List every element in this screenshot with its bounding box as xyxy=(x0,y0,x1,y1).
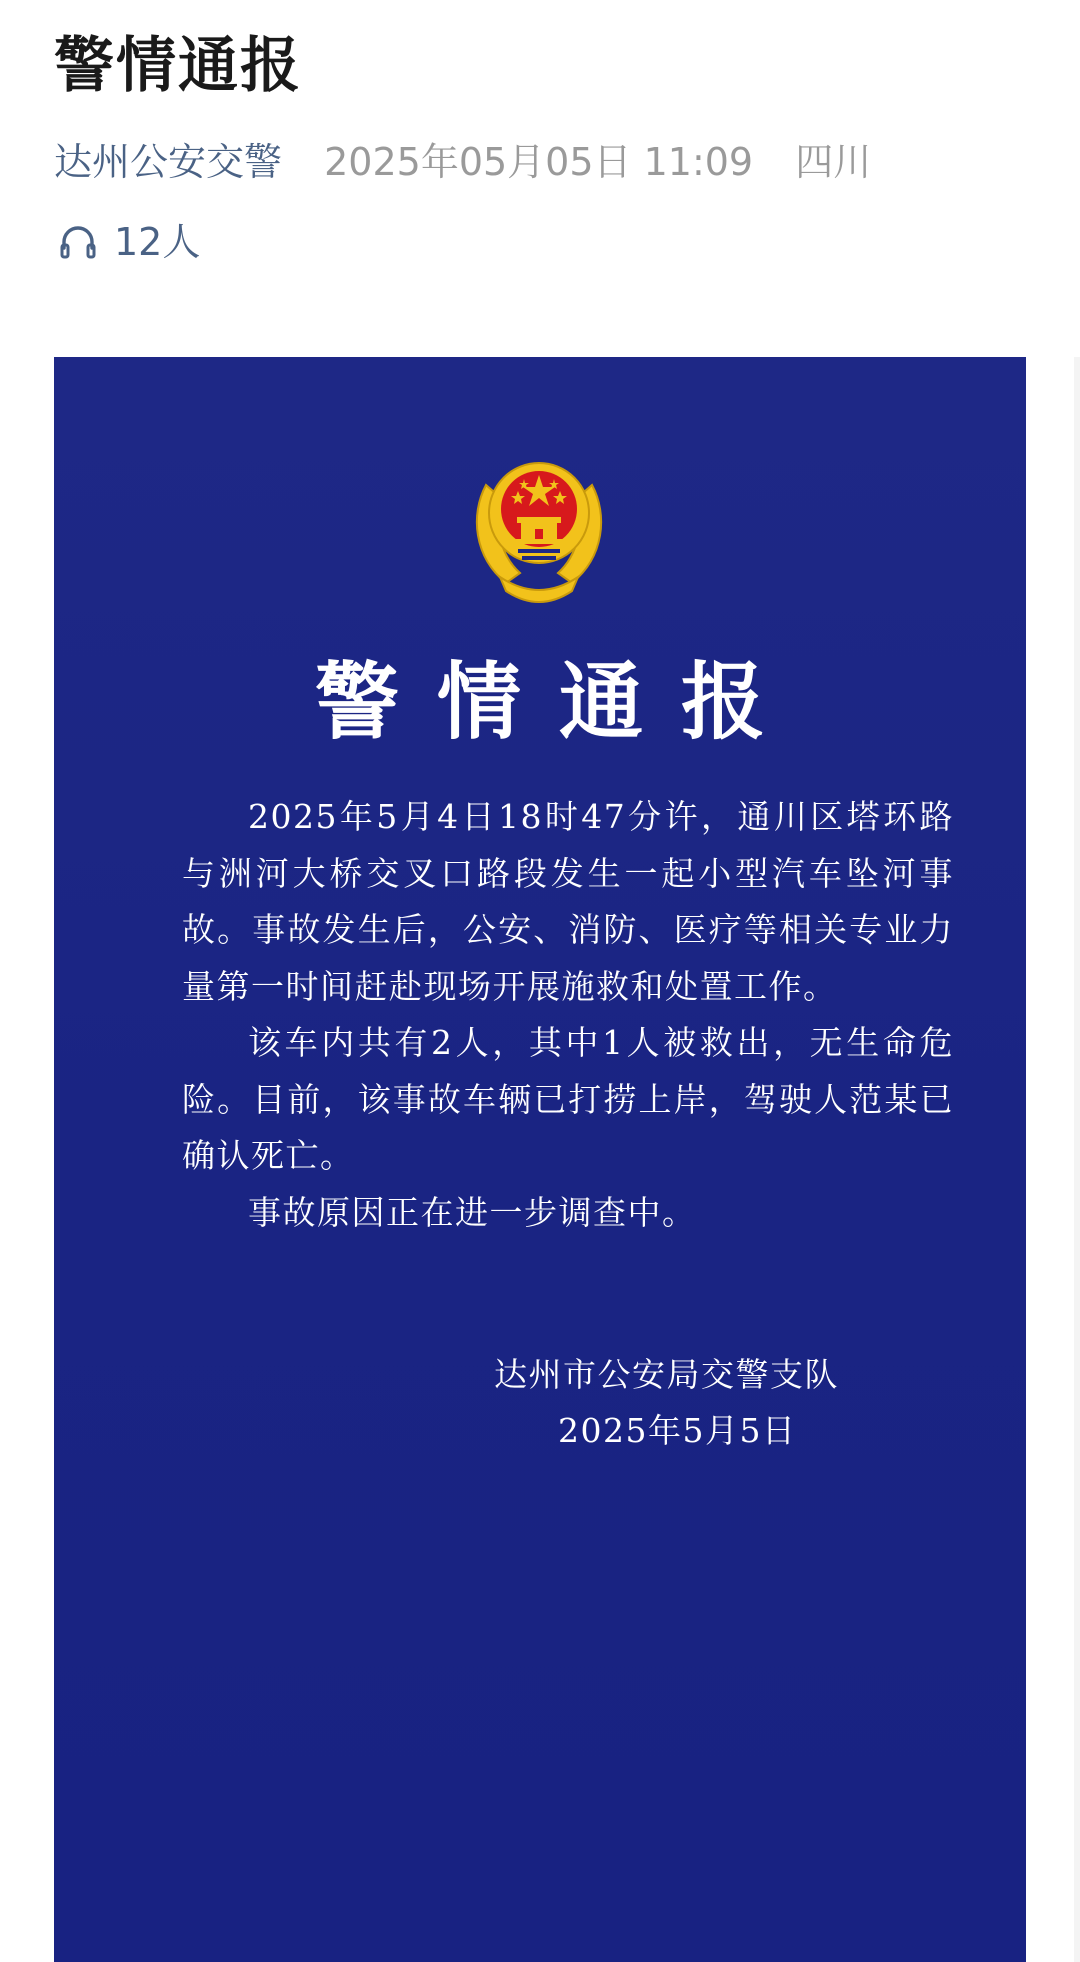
notice-title: 警情通报 xyxy=(314,652,803,751)
signature-org: 达州市公安局交警支队 xyxy=(494,1355,839,1394)
listen-count[interactable] xyxy=(58,218,200,266)
publish-time: 2025年05月05日 11:09 xyxy=(324,140,754,184)
notice-body xyxy=(182,789,954,1241)
author-link[interactable]: 达州公安交警 xyxy=(54,140,283,184)
region-label: 四川 xyxy=(795,140,872,184)
police-emblem xyxy=(464,445,614,605)
article-meta xyxy=(54,138,871,186)
notice-image[interactable] xyxy=(54,357,1026,1962)
listen-count-label: 12人 xyxy=(114,220,201,264)
headphones-icon xyxy=(58,222,98,262)
notice-signature xyxy=(494,1347,894,1459)
page-edge xyxy=(1074,357,1080,1962)
notice-paragraph: 2025年5月4日18时47分许，通川区塔环路与洲河大桥交叉口路段发生一起小型汽车坠河事故。事故发生后，公安、消防、医疗等相关专业力量第一时间赶赴现场开展施救和处置工作。 xyxy=(182,797,954,1006)
notice-paragraph: 事故原因正在进一步调查中。 xyxy=(248,1192,697,1232)
notice-paragraph: 该车内共有2人，其中1人被救出，无生命危险。目前，该事故车辆已打捞上岸，驾驶人范某已确认死亡。 xyxy=(182,1023,954,1175)
signature-date: 2025年5月5日 xyxy=(558,1411,797,1450)
article-title: 警情通报 xyxy=(54,31,302,101)
